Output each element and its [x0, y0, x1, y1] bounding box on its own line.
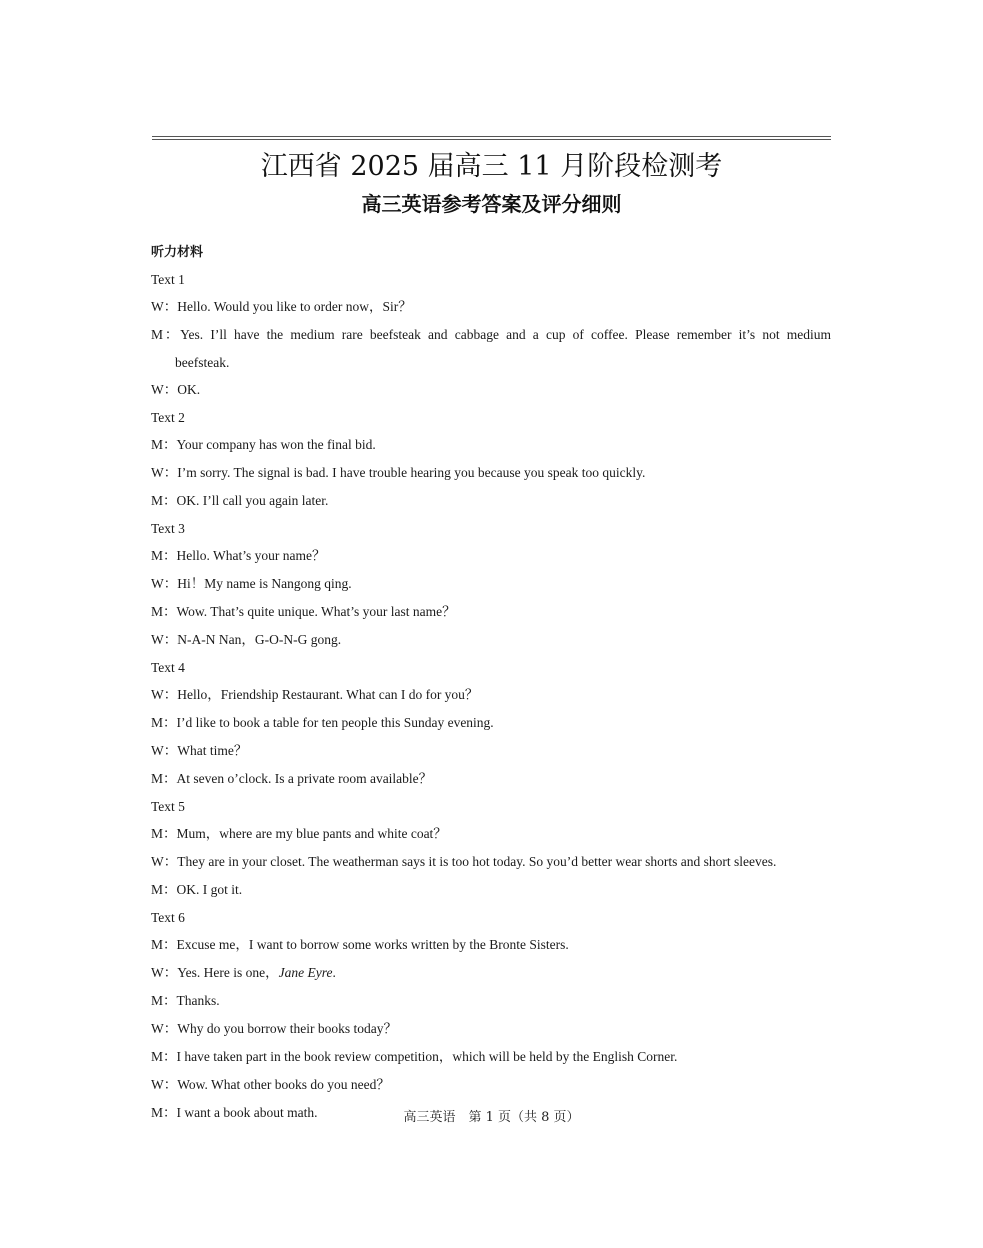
speaker-separator: ：: [163, 604, 177, 620]
speaker-separator: ：: [163, 493, 177, 509]
dialog-text: Wow. That’s quite unique. What’s your last name？: [176, 604, 456, 619]
dialog-line: [151, 1071, 831, 1099]
speaker-separator: ：: [163, 576, 178, 592]
speaker-separator: ：: [163, 465, 178, 481]
dialog-line: [151, 459, 831, 487]
dialog-text: Thanks.: [176, 993, 220, 1008]
speaker-label: W: [151, 965, 164, 980]
speaker-separator: ：: [163, 1049, 177, 1065]
dialog-text-end: .: [332, 965, 336, 980]
text-label-text: Text 6: [151, 910, 185, 925]
speaker-separator: ：: [163, 715, 177, 731]
dialog-continuation: [151, 349, 831, 376]
dialog-line: [151, 765, 831, 793]
speaker-label: M: [151, 327, 164, 342]
dialog-line: [151, 542, 831, 570]
text-label: [151, 654, 831, 681]
dialog-text: Hello. Would you like to order now，Sir？: [177, 299, 412, 314]
dialog-text: N-A-N Nan，G-O-N-G gong.: [177, 632, 342, 647]
speaker-separator: ：: [163, 1105, 177, 1121]
speaker-separator: ：: [163, 548, 177, 564]
speaker-label: M: [151, 493, 164, 508]
speaker-label: M: [151, 771, 164, 786]
speaker-label: W: [151, 632, 164, 647]
transcript-body: [151, 266, 831, 1127]
speaker-label: W: [151, 854, 164, 869]
dialog-line: [151, 431, 831, 459]
dialog-text: Hi！My name is Nangong qing.: [177, 576, 352, 591]
speaker-label: M: [151, 437, 164, 452]
speaker-label: M: [151, 548, 164, 563]
speaker-separator: ：: [163, 882, 177, 898]
dialog-text: beefsteak.: [175, 355, 230, 370]
text-label-text: Text 2: [151, 410, 185, 425]
speaker-label: W: [151, 1077, 164, 1092]
dialog-text: I’d like to book a table for ten people this Sunday evening.: [176, 715, 494, 730]
document-title: 江西省 2025 届高三 11 月阶段检测考: [260, 151, 723, 182]
speaker-separator: ：: [163, 632, 178, 648]
speaker-label: W: [151, 687, 164, 702]
dialog-text: Wow. What other books do you need？: [177, 1077, 390, 1092]
speaker-separator: ：: [163, 382, 178, 398]
dialog-text: Hello. What’s your name？: [176, 548, 326, 563]
speaker-label: M: [151, 993, 164, 1008]
text-label-text: Text 3: [151, 521, 185, 536]
dialog-text: Mum，where are my blue pants and white coat？: [176, 826, 447, 841]
dialog-text: Hello，Friendship Restaurant. What can I do for you？: [177, 687, 479, 702]
speaker-label: W: [151, 299, 164, 314]
speaker-separator: ：: [163, 965, 178, 981]
dialog-line: [151, 626, 831, 654]
text-label: [151, 404, 831, 431]
dialog-line: [151, 709, 831, 737]
dialog-line: [151, 820, 831, 848]
speaker-separator: ：: [163, 1077, 178, 1093]
dialog-line: [151, 876, 831, 904]
document-subtitle: 高三英语参考答案及评分细则: [361, 192, 622, 216]
speaker-separator: ：: [163, 826, 177, 842]
speaker-label: W: [151, 576, 164, 591]
dialog-line: [151, 487, 831, 515]
dialog-text: OK. I got it.: [176, 882, 243, 897]
text-label: [151, 515, 831, 542]
dialog-text: Yes. Here is one，: [177, 965, 279, 980]
page-footer: 高三英语 第 1 页（共 8 页）: [403, 1110, 580, 1125]
dialog-line: [151, 598, 831, 626]
dialog-line: [151, 681, 831, 709]
book-title: Jane Eyre: [278, 965, 333, 980]
dialog-line: [151, 987, 831, 1015]
dialog-text: OK. I’ll call you again later.: [176, 493, 329, 508]
speaker-separator: ：: [163, 993, 177, 1009]
dialog-text: I have taken part in the book review competition，which will be held by the English Corner.: [176, 1049, 678, 1064]
dialog-line: [151, 959, 831, 987]
dialog-text: Yes. I’ll have the medium rare beefsteak and cabbage and a cup of coffee. Please remember it’s not medium: [180, 327, 831, 342]
dialog-text: Excuse me，I want to borrow some works written by the Bronte Sisters.: [176, 937, 569, 952]
speaker-label: M: [151, 715, 164, 730]
speaker-separator: ：: [163, 437, 177, 453]
dialog-line: [151, 848, 831, 876]
dialog-line: [151, 293, 831, 321]
dialog-line: [151, 321, 831, 349]
dialog-text: I’m sorry. The signal is bad. I have trouble hearing you because you speak too quickly.: [177, 465, 646, 480]
speaker-separator: ：: [163, 687, 178, 703]
speaker-label: M: [151, 604, 164, 619]
speaker-label: W: [151, 465, 164, 480]
header-rule-bottom: [152, 139, 831, 140]
header-rule-top: [152, 136, 831, 137]
text-label-text: Text 4: [151, 660, 185, 675]
dialog-text: Your company has won the final bid.: [176, 437, 376, 452]
text-label-text: Text 1: [151, 272, 185, 287]
dialog-line: [151, 931, 831, 959]
dialog-line: [151, 570, 831, 598]
dialog-text: OK.: [177, 382, 201, 397]
speaker-label: M: [151, 1049, 164, 1064]
speaker-separator: ：: [163, 327, 181, 343]
dialog-line: [151, 1043, 831, 1071]
dialog-line: [151, 1015, 831, 1043]
speaker-separator: ：: [163, 1021, 178, 1037]
speaker-label: W: [151, 1021, 164, 1036]
dialog-text: What time？: [177, 743, 248, 758]
text-label-text: Text 5: [151, 799, 185, 814]
section-heading-listening: 听力材料: [151, 245, 204, 260]
speaker-separator: ：: [163, 771, 177, 787]
speaker-label: M: [151, 937, 164, 952]
text-label: [151, 793, 831, 820]
dialog-text: I want a book about math.: [176, 1105, 318, 1120]
dialog-text: They are in your closet. The weatherman says it is too hot today. So you’d better wear shorts and short sleeves.: [177, 854, 777, 869]
dialog-text: At seven o’clock. Is a private room available？: [176, 771, 433, 786]
speaker-label: M: [151, 826, 164, 841]
speaker-separator: ：: [163, 743, 178, 759]
speaker-separator: ：: [163, 299, 178, 315]
text-label: [151, 266, 831, 293]
speaker-label: M: [151, 1105, 164, 1120]
speaker-separator: ：: [163, 937, 177, 953]
dialog-text: Why do you borrow their books today？: [177, 1021, 397, 1036]
speaker-label: W: [151, 382, 164, 397]
speaker-label: M: [151, 882, 164, 897]
speaker-label: W: [151, 743, 164, 758]
text-label: [151, 904, 831, 931]
speaker-separator: ：: [163, 854, 178, 870]
dialog-line: [151, 737, 831, 765]
dialog-line: [151, 376, 831, 404]
